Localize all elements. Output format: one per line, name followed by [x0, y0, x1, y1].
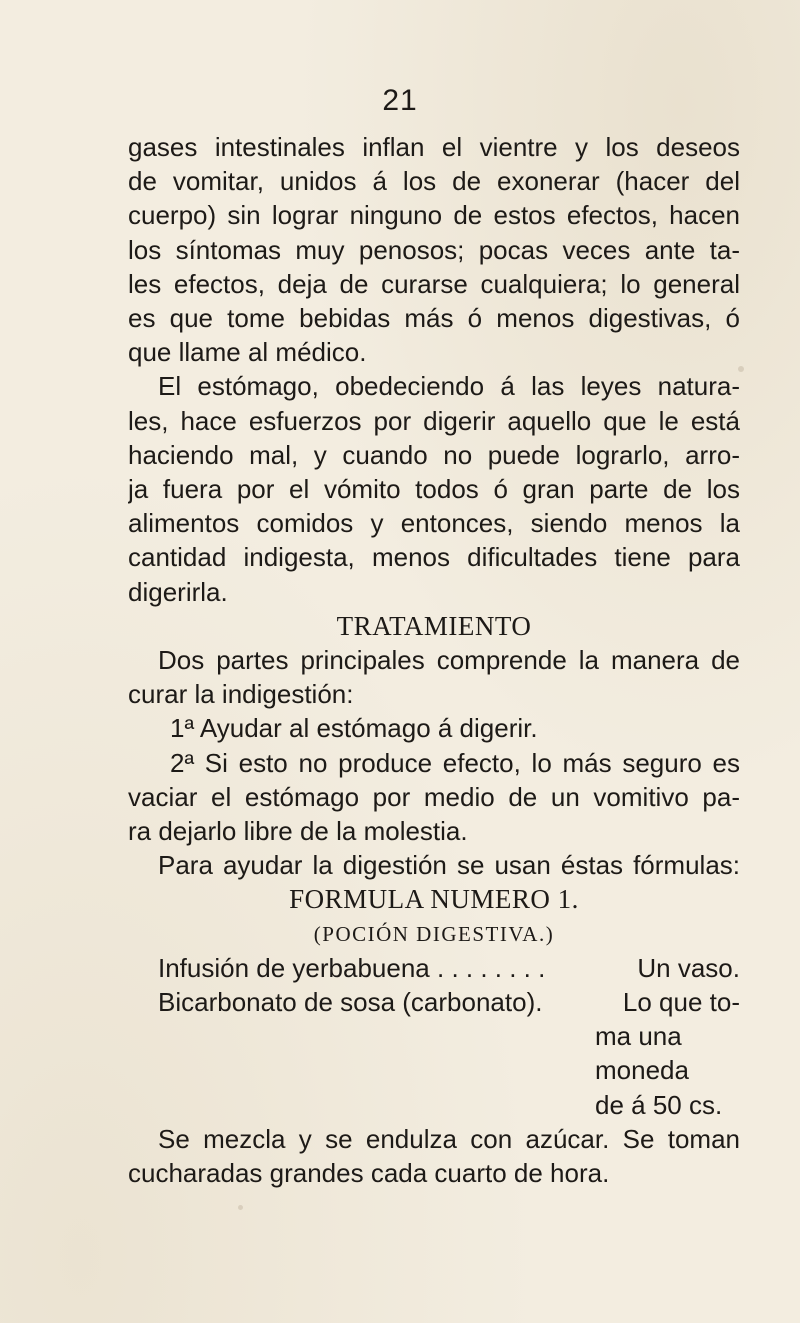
recipe-row — [128, 951, 740, 985]
text-line: cucharadas grandes cada cuarto de hora. — [128, 1158, 610, 1189]
page-body — [128, 130, 740, 1190]
recipe-amount: ma una — [595, 1021, 682, 1052]
formula-subheading: (POCIÓN DIGESTIVA.) — [313, 921, 555, 946]
list-item: 2ª Si esto no produce efecto, lo más seguro es — [170, 747, 740, 778]
text-line: alimentos comidos y entonces, siendo menos la — [128, 508, 740, 539]
text-line: El estómago, obedeciendo á las leyes natura- — [158, 371, 740, 402]
text-line: es que tome bebidas más ó menos digestivas, ó — [128, 303, 740, 334]
text-line: cantidad indigesta, menos dificultades tiene para — [128, 542, 740, 573]
text-line: gases intestinales inflan el vientre y los deseos — [128, 132, 740, 162]
text-line: digerirla. — [128, 576, 228, 607]
text-line: ra dejarlo libre de la molestia. — [128, 816, 468, 847]
text-line: los síntomas muy penosos; pocas veces ante ta- — [128, 234, 740, 265]
section-heading: TRATAMIENTO — [336, 610, 532, 641]
recipe-amount: de á 50 cs. — [595, 1089, 723, 1120]
text-line: les, hace esfuerzos por digerir aquello que le está — [128, 405, 740, 436]
text-line: haciendo mal, y cuando no puede lograrlo, arro- — [128, 439, 740, 470]
recipe-amount: Un vaso. — [637, 952, 740, 983]
text-line: de vomitar, unidos á los de exonerar (hacer del — [128, 166, 740, 197]
paper-spot — [238, 1205, 243, 1210]
text-line: curar la indigestión: — [128, 679, 354, 710]
text-line: ja fuera por el vómito todos ó gran parte de los — [128, 474, 740, 505]
text-line: Para ayudar la digestión se usan éstas fórmulas: — [158, 850, 740, 881]
recipe-ingredient: Infusión de yerbabuena . . . . . . . . — [158, 952, 546, 983]
text-line: Dos partes principales comprende la manera de — [158, 645, 740, 676]
text-line: cuerpo) sin lograr ninguno de estos efectos, hacen — [128, 200, 740, 231]
formula-heading: FORMULA NUMERO 1. — [289, 884, 579, 915]
text-line: que llame al médico. — [128, 337, 367, 368]
text-line: les efectos, deja de curarse cualquiera; lo general — [128, 268, 740, 299]
recipe-amount: moneda — [595, 1055, 689, 1086]
page-number: 21 — [382, 84, 418, 117]
list-item: 1ª Ayudar al estómago á digerir. — [170, 713, 538, 744]
text-line: vaciar el estómago por medio de un vomitivo pa- — [128, 781, 740, 812]
recipe-row — [128, 985, 740, 1019]
recipe-ingredient: Bicarbonato de sosa (carbonato). — [158, 987, 543, 1018]
text-line: Se mezcla y se endulza con azúcar. Se toman — [158, 1123, 740, 1154]
recipe-amount: Lo que to- — [622, 987, 740, 1018]
